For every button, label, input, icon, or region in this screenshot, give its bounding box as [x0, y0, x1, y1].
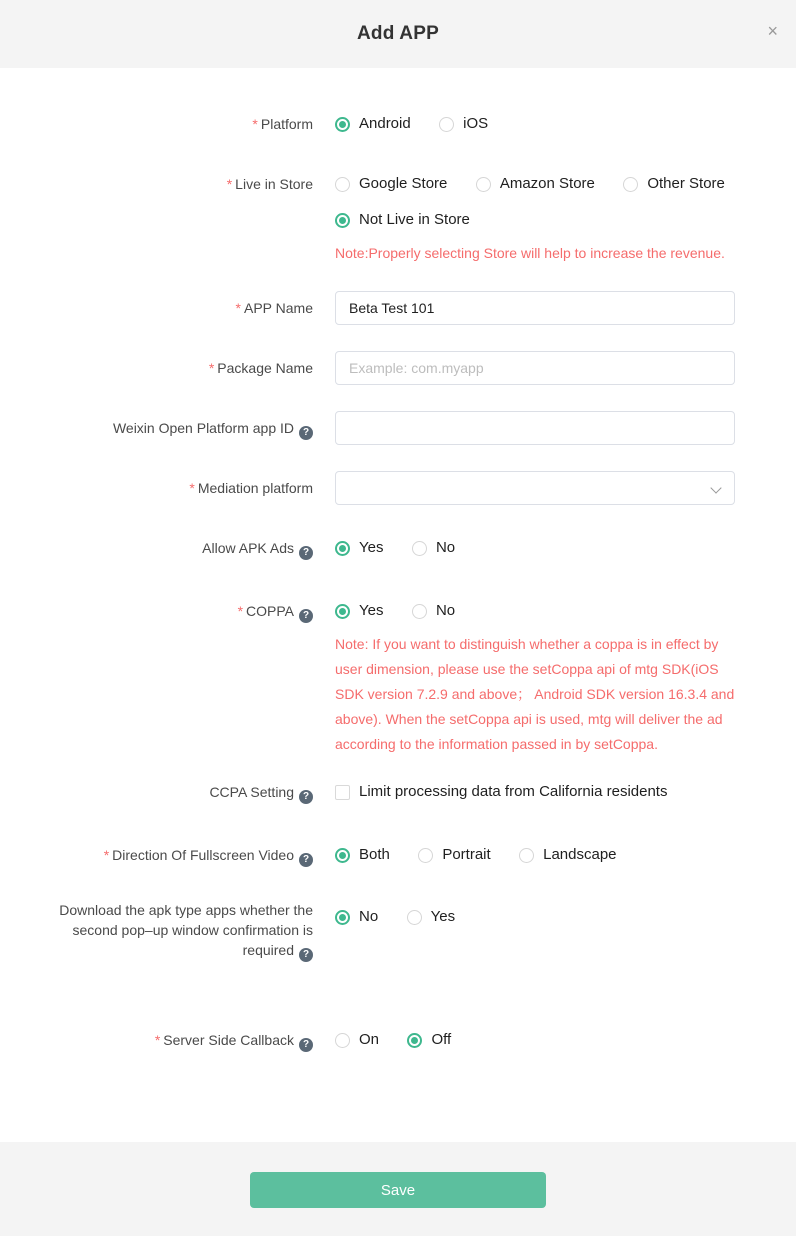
help-icon[interactable]: ? [299, 853, 313, 867]
required-marker: * [235, 300, 241, 316]
help-icon[interactable]: ? [299, 790, 313, 804]
help-icon[interactable]: ? [299, 609, 313, 623]
package-name-label: * Package Name [208, 360, 313, 376]
form-row-mediation-platform [0, 471, 796, 505]
radio-download-yes[interactable]: Yes [407, 908, 455, 926]
download-apk-confirm-label: Download the apk type apps whether the second pop–up window confirmation is required ? [59, 902, 313, 960]
required-marker: * [252, 116, 258, 132]
help-icon[interactable]: ? [299, 546, 313, 560]
package-name-input[interactable] [335, 351, 735, 385]
radio-unselected-icon [623, 177, 638, 192]
radio-unselected-icon [412, 604, 427, 619]
required-marker: * [154, 1032, 161, 1048]
radio-other-store[interactable]: Other Store [623, 175, 725, 193]
dialog-body [0, 68, 796, 1142]
radio-selected-icon [335, 117, 350, 132]
help-icon[interactable]: ? [299, 1038, 313, 1052]
direction-options [335, 846, 735, 864]
radio-selected-icon [335, 848, 350, 863]
radio-callback-on[interactable]: On [335, 1031, 379, 1049]
app-name-label: * APP Name [235, 300, 313, 316]
form-row-allow-apk-ads [0, 539, 796, 560]
radio-selected-icon [335, 213, 350, 228]
save-button[interactable]: Save [250, 1172, 546, 1208]
allow-apk-ads-label: Allow APK Ads ? [0, 539, 313, 560]
radio-unselected-icon [335, 1033, 350, 1048]
form-row-server-side-callback [0, 1031, 796, 1052]
radio-selected-icon [407, 1033, 422, 1048]
app-name-input[interactable] [335, 291, 735, 325]
radio-download-no[interactable]: No [335, 908, 378, 926]
mediation-platform-select[interactable] [335, 471, 735, 505]
radio-unselected-icon [439, 117, 454, 132]
server-side-callback-label: * Server Side Callback ? [0, 1031, 313, 1052]
allow-apk-ads-options [335, 539, 735, 557]
page-title: Add APP [357, 23, 439, 44]
radio-not-live-in-store[interactable]: Not Live in Store [335, 211, 470, 229]
required-marker: * [226, 176, 233, 192]
radio-unselected-icon [407, 910, 422, 925]
required-marker: * [189, 480, 195, 496]
radio-apk-ads-no[interactable]: No [412, 539, 455, 557]
platform-label: * Platform [252, 116, 313, 132]
weixin-app-id-label: Weixin Open Platform app ID ? [0, 411, 313, 440]
form-row-weixin-app-id [0, 411, 796, 445]
radio-unselected-icon [519, 848, 534, 863]
ccpa-checkbox[interactable]: Limit processing data from California residents [335, 783, 667, 801]
weixin-app-id-input[interactable] [335, 411, 735, 445]
form-row-live-in-store [0, 175, 796, 266]
form-row-ccpa [0, 783, 796, 804]
coppa-label: * COPPA ? [0, 602, 313, 623]
chevron-down-icon [712, 484, 721, 493]
radio-google-store[interactable]: Google Store [335, 175, 447, 193]
form-row-package-name [0, 351, 796, 385]
dialog-header [0, 0, 796, 68]
form-row-coppa [0, 602, 796, 757]
radio-direction-landscape[interactable]: Landscape [519, 846, 616, 864]
radio-apk-ads-yes[interactable]: Yes [335, 539, 383, 557]
form-row-download-apk-confirm [0, 900, 796, 962]
server-callback-options [335, 1031, 735, 1049]
ccpa-label: CCPA Setting ? [0, 783, 313, 804]
radio-direction-both[interactable]: Both [335, 846, 390, 864]
required-marker: * [103, 847, 110, 863]
radio-android[interactable]: Android [335, 115, 411, 133]
radio-unselected-icon [335, 177, 350, 192]
close-icon[interactable]: × [767, 21, 778, 41]
platform-options [335, 115, 735, 133]
form-row-direction-fullscreen [0, 846, 796, 867]
radio-selected-icon [335, 910, 350, 925]
live-in-store-label: * Live in Store [226, 176, 313, 192]
radio-callback-off[interactable]: Off [407, 1031, 451, 1049]
coppa-note: Note: If you want to distinguish whether a coppa is in effect by user dimension, please use the setCoppa api of mtg SDK(iOS SDK version 7.2.9 and above； Android SDK version 16.3.4 and above). When the setCoppa api is used, mtg will deliver the ad according to the information passed in by setCoppa. [335, 636, 735, 752]
download-apk-options [335, 900, 735, 926]
radio-unselected-icon [412, 541, 427, 556]
radio-ios[interactable]: iOS [439, 115, 488, 133]
mediation-platform-label: * Mediation platform [189, 480, 313, 496]
coppa-options [335, 602, 735, 757]
radio-unselected-icon [476, 177, 491, 192]
radio-selected-icon [335, 541, 350, 556]
radio-coppa-yes[interactable]: Yes [335, 602, 383, 620]
dialog-footer [0, 1142, 796, 1236]
checkbox-unchecked-icon [335, 785, 350, 800]
required-marker: * [237, 603, 244, 619]
radio-coppa-no[interactable]: No [412, 602, 455, 620]
radio-direction-portrait[interactable]: Portrait [418, 846, 490, 864]
store-note: Note:Properly selecting Store will help to increase the revenue. [335, 245, 725, 261]
required-marker: * [208, 360, 215, 376]
radio-amazon-store[interactable]: Amazon Store [476, 175, 595, 193]
form-row-app-name [0, 291, 796, 325]
form-row-platform [0, 115, 796, 133]
help-icon[interactable]: ? [299, 426, 313, 440]
help-icon[interactable]: ? [299, 948, 313, 962]
radio-unselected-icon [418, 848, 433, 863]
radio-selected-icon [335, 604, 350, 619]
live-in-store-options [335, 175, 735, 266]
direction-fullscreen-label: * Direction Of Fullscreen Video ? [0, 846, 313, 867]
